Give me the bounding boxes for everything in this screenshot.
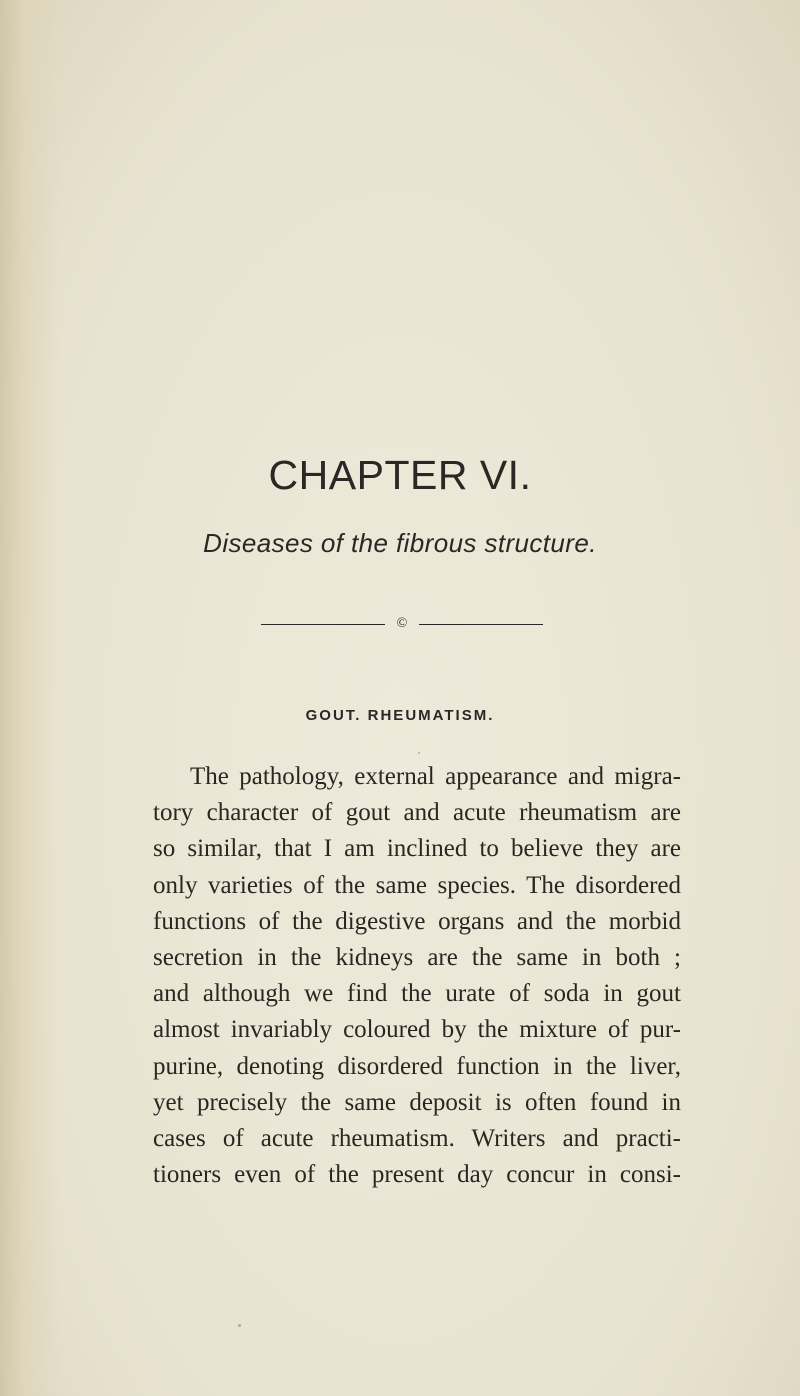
divider-line-right <box>419 624 543 625</box>
chapter-heading: CHAPTER VI. <box>268 452 532 498</box>
body-line: tory character of gout and acute rheumatism are <box>153 799 681 827</box>
chapter-subtitle: Diseases of the fibrous structure. <box>203 528 597 558</box>
body-line: so similar, that I am inclined to believe they are <box>153 835 681 863</box>
ornament-icon: © <box>396 616 408 631</box>
section-heading: GOUT. RHEUMATISM. <box>305 707 495 724</box>
divider-line-left <box>261 624 385 625</box>
body-line: secretion in the kidneys are the same in both ; <box>153 944 681 972</box>
body-line: only varieties of the same species. The disordered <box>153 871 681 899</box>
body-line: almost invariably coloured by the mixture of pur- <box>153 1016 681 1044</box>
body-line: and although we find the urate of soda in gout <box>153 980 681 1008</box>
body-line: functions of the digestive organs and the morbid <box>153 907 681 935</box>
body-line: purine, denoting disordered function in the liver, <box>153 1052 681 1080</box>
paper-speck <box>238 1324 241 1327</box>
body-line: The pathology, external appearance and migra- <box>190 763 681 790</box>
paper-speck <box>418 752 420 754</box>
body-line: yet precisely the same deposit is often found in <box>153 1088 681 1116</box>
ornamental-divider <box>261 617 543 631</box>
body-line: cases of acute rheumatism. Writers and practi- <box>153 1125 681 1153</box>
body-paragraph <box>153 759 681 1193</box>
body-line: tioners even of the present day concur in consi- <box>153 1161 681 1189</box>
page-binding-edge <box>0 0 60 1396</box>
